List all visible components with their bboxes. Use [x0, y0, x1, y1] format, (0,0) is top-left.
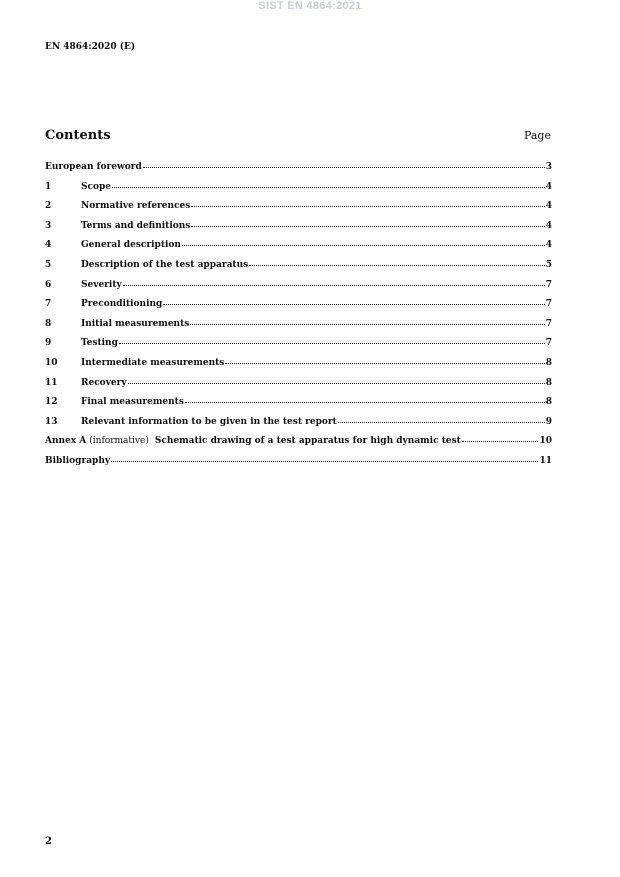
- toc-leader: [182, 237, 545, 246]
- toc-entry-11[interactable]: [45, 376, 552, 396]
- toc-entry-5[interactable]: [45, 258, 552, 278]
- toc-entry-12[interactable]: [45, 395, 552, 415]
- toc-entry-number: 12: [45, 397, 58, 408]
- toc-entry-title: Description of the test apparatus: [81, 259, 249, 270]
- toc-entry-page: 4: [545, 240, 552, 251]
- toc-entry-title: Recovery: [81, 377, 127, 388]
- toc-entry-title: Normative references: [81, 201, 191, 212]
- toc-leader: [111, 453, 538, 462]
- toc-entry-title: Bibliography: [45, 455, 111, 466]
- toc-leader: [249, 257, 545, 266]
- page-number: 2: [45, 836, 52, 847]
- toc-entry-number: 10: [45, 357, 58, 368]
- toc-entry-page: 11: [539, 455, 552, 466]
- toc-entry-foreword[interactable]: [45, 160, 552, 180]
- toc-entry-page: 4: [545, 181, 552, 192]
- toc-entry-page: 4: [545, 220, 552, 231]
- toc-entry-title: Severity: [81, 279, 122, 290]
- toc-entry-bibliography[interactable]: [45, 454, 552, 474]
- toc-entry-page: 7: [545, 299, 552, 310]
- toc-entry-title: Terms and definitions: [81, 220, 191, 231]
- table-of-contents: [45, 160, 552, 474]
- toc-entry-number: 2: [45, 201, 52, 212]
- toc-entry-13[interactable]: [45, 415, 552, 435]
- toc-entry-page: 9: [545, 416, 552, 427]
- page-column-label: Page: [523, 129, 551, 142]
- toc-entry-title: Intermediate measurements: [81, 357, 225, 368]
- toc-entry-4[interactable]: [45, 238, 552, 258]
- toc-leader: [191, 198, 544, 207]
- toc-entry-title: Scope: [81, 181, 112, 192]
- toc-entry-title: European foreword: [45, 162, 142, 172]
- toc-entry-number: 5: [45, 259, 52, 270]
- toc-entry-title: Final measurements: [81, 397, 184, 408]
- toc-leader: [128, 375, 545, 384]
- toc-entry-8[interactable]: [45, 317, 552, 337]
- watermark: SIST EN 4864:2021: [258, 0, 362, 12]
- toc-entry-page: 5: [545, 259, 552, 270]
- toc-leader: [462, 433, 539, 442]
- toc-leader: [191, 218, 544, 227]
- toc-entry-number: 1: [45, 181, 52, 192]
- toc-entry-title: Relevant information to be given in the test report: [81, 416, 337, 427]
- toc-entry-title: Initial measurements: [81, 318, 190, 329]
- toc-leader: [163, 296, 544, 305]
- toc-entry-title: General description: [81, 240, 181, 251]
- toc-entry-number: 4: [45, 240, 52, 251]
- toc-leader: [338, 414, 545, 423]
- toc-leader: [185, 394, 545, 403]
- toc-entry-3[interactable]: [45, 219, 552, 239]
- toc-entry-number: 3: [45, 220, 52, 231]
- toc-entry-title: Testing: [81, 338, 118, 349]
- toc-leader: [225, 355, 544, 364]
- toc-annex-type: (informative): [89, 436, 149, 447]
- toc-entry-title: Schematic drawing of a test apparatus for high dynamic test: [154, 436, 461, 447]
- toc-entry-annex-a[interactable]: [45, 434, 552, 454]
- toc-leader: [123, 277, 545, 286]
- toc-entry-2[interactable]: [45, 199, 552, 219]
- toc-entry-page: 8: [545, 357, 552, 368]
- document-id: EN 4864:2020 (E): [45, 42, 136, 52]
- toc-entry-number: 6: [45, 279, 52, 290]
- toc-entry-page: 7: [545, 338, 552, 349]
- contents-heading: Contents: [45, 128, 111, 143]
- toc-entry-number: 13: [45, 416, 58, 427]
- toc-leader: [190, 316, 544, 325]
- toc-leader: [112, 179, 545, 188]
- toc-entry-page: 8: [545, 397, 552, 408]
- toc-entry-page: 7: [545, 318, 552, 329]
- toc-annex-label: Annex A: [45, 436, 87, 447]
- toc-entry-page: 4: [545, 201, 552, 212]
- toc-entry-number: 8: [45, 318, 52, 329]
- toc-entry-9[interactable]: [45, 336, 552, 356]
- toc-entry-page: 3: [545, 162, 552, 172]
- toc-entry-10[interactable]: [45, 356, 552, 376]
- toc-entry-1[interactable]: [45, 180, 552, 200]
- toc-entry-number: 7: [45, 299, 52, 310]
- toc-entry-7[interactable]: [45, 297, 552, 317]
- toc-entry-number: 9: [45, 338, 52, 349]
- toc-leader: [143, 159, 545, 168]
- toc-entry-page: 8: [545, 377, 552, 388]
- toc-entry-title: Preconditioning: [81, 299, 163, 310]
- toc-entry-page: 10: [539, 436, 552, 447]
- toc-leader: [119, 335, 545, 344]
- toc-entry-number: 11: [45, 377, 58, 388]
- toc-entry-page: 7: [545, 279, 552, 290]
- toc-entry-6[interactable]: [45, 278, 552, 298]
